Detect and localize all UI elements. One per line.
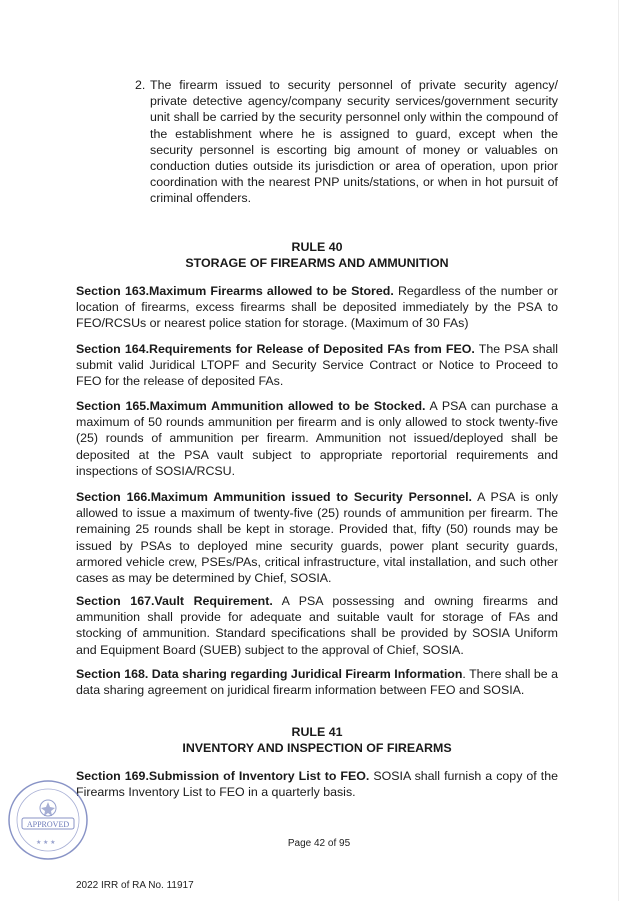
section-heading: Section 164.Requirements for Release of Deposited FAs from FEO.: [76, 342, 475, 356]
section-body: A PSA possessing and owning firearms and ammunition shall provide for adequate and suitable vault for storage of FAs and stocking of ammunition. Standard specifications shall be provided by SOSIA Uniform and Equipment Board (SUEB) subject to the approval of Chief, SOSIA.: [76, 594, 558, 657]
section-168: [76, 666, 558, 698]
list-item-2: The firearm issued to security personnel of private security agency/ private detective agency/company security services/government security unit shall be carried by the security personnel only within the compound of the establishment where he is assigned to guard, except when the security personnel is escorting big amount of money or valuables on conduction duties outside its jurisdiction or area of operation, upon prior coordination with the nearest PNP units/stations, or when in hot pursuit of criminal offenders.: [150, 78, 558, 206]
rule-41-subtitle: INVENTORY AND INSPECTION OF FIREARMS: [182, 741, 452, 755]
section-heading: Section 169.Submission of Inventory List to FEO.: [76, 769, 370, 783]
page-number: Page 42 of 95: [287, 838, 351, 849]
rule-40-subtitle: STORAGE OF FIREARMS AND AMMUNITION: [185, 256, 449, 270]
section-heading: Section 168. Data sharing regarding Juridical Firearm Information: [76, 667, 463, 681]
approved-stamp-icon: [6, 778, 90, 862]
section-body: A PSA can purchase a maximum of 50 rounds ammunition per firearm and is only allowed to stock twenty-five (25) rounds of ammunition per firearm. Ammunition not issued/deployed shall be deposited at the PSA vault subject to appropriate reportorial requirements and inspections of SOSIA/RCSU.: [76, 399, 558, 478]
rule-41-title: RULE 41: [291, 725, 343, 739]
list-number: 2.: [135, 78, 146, 92]
stamp-label: APPROVED: [26, 820, 70, 829]
section-body: SOSIA shall furnish a copy of the Firearms Inventory List to FEO in a quarterly basis.: [76, 769, 558, 800]
section-body: The PSA shall submit valid Juridical LTOPF and Security Service Contract or Notice to Proceed to FEO for the release of deposited FAs.: [76, 342, 558, 389]
section-163: [76, 283, 558, 332]
section-heading: Section 166.Maximum Ammunition issued to Security Personnel.: [76, 490, 472, 504]
section-164: [76, 341, 558, 390]
section-166: [76, 489, 558, 586]
section-165: [76, 398, 558, 479]
svg-text:★ ★ ★: ★ ★ ★: [36, 840, 56, 846]
section-body: A PSA is only allowed to issue a maximum of twenty-five (25) rounds of ammunition per firearm. The remaining 25 rounds shall be kept in storage. Provided that, fifty (50) rounds may be issued by PSAs to deployed mine security guards, power plant security guards, armored vehicle crew, PSEs/PAs, critical infrastructure, vital installation, and such other cases as may be determined by Chief, SOSIA.: [76, 490, 558, 586]
section-heading: Section 167.Vault Requirement.: [76, 594, 273, 608]
section-body: . There shall be a data sharing agreement on juridical firearm information between FEO and SOSIA.: [76, 667, 558, 698]
section-heading: Section 163.Maximum Firearms allowed to be Stored.: [76, 284, 394, 298]
section-heading: Section 165.Maximum Ammunition allowed to be Stocked.: [76, 399, 426, 413]
page-edge: [618, 0, 619, 901]
section-169: [76, 768, 558, 800]
rule-40-title: RULE 40: [291, 240, 343, 254]
section-167: [76, 593, 558, 658]
section-body: Regardless of the number or location of firearms, excess firearms shall be deposited immediately by the PSA to FEO/RCSUs or nearest police station for storage. (Maximum of 30 FAs): [76, 284, 558, 331]
document-reference: 2022 IRR of RA No. 11917: [76, 880, 194, 891]
